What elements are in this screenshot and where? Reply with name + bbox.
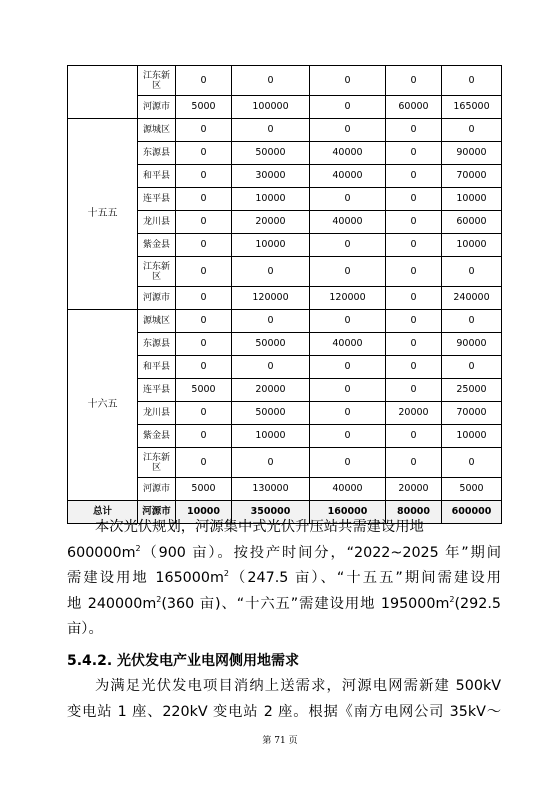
total-value-cell: 160000 <box>310 501 386 524</box>
value-cell: 0 <box>176 188 232 211</box>
value-cell: 0 <box>232 310 310 333</box>
value-cell: 5000 <box>442 478 502 501</box>
total-value-cell: 10000 <box>176 501 232 524</box>
region-cell: 紫金县 <box>138 425 176 448</box>
section-heading: 5.4.2. 光伏发电产业电网侧用地需求 <box>67 653 300 669</box>
value-cell: 0 <box>176 333 232 356</box>
value-cell: 10000 <box>232 234 310 257</box>
paragraph-line: 变电站 1 座、220kV 变电站 2 座。根据《南方电网公司 35kV～ <box>67 703 501 720</box>
value-cell: 0 <box>386 165 442 188</box>
table-row <box>68 119 502 142</box>
region-cell: 连平县 <box>138 379 176 402</box>
grid-demand-paragraph <box>67 674 501 725</box>
total-label: 总计 <box>68 501 138 524</box>
value-cell: 120000 <box>310 287 386 310</box>
total-value-cell: 350000 <box>232 501 310 524</box>
value-cell: 0 <box>310 257 386 287</box>
value-cell: 5000 <box>176 379 232 402</box>
value-cell: 0 <box>386 356 442 379</box>
value-cell: 10000 <box>442 188 502 211</box>
paragraph-line: 本次光伏规划，河源集中式光伏升压站共需建设用地 <box>95 519 424 535</box>
paragraph-line: 地 $240000m^2(360$ 亩)、“十六五”需建设用地 $195000m^2(292.5$ <box>67 594 501 612</box>
value-cell: 0 <box>176 425 232 448</box>
value-cell: 0 <box>386 119 442 142</box>
value-cell: 0 <box>386 188 442 211</box>
value-cell: 0 <box>310 188 386 211</box>
value-cell: 0 <box>386 287 442 310</box>
total-value-cell: 80000 <box>386 501 442 524</box>
value-cell: 90000 <box>442 142 502 165</box>
value-cell: 0 <box>176 142 232 165</box>
value-cell: 70000 <box>442 402 502 425</box>
value-cell: 0 <box>386 379 442 402</box>
region-cell: 东源县 <box>138 142 176 165</box>
value-cell: 0 <box>442 257 502 287</box>
value-cell: 0 <box>176 356 232 379</box>
value-cell: 25000 <box>442 379 502 402</box>
value-cell: 0 <box>386 448 442 478</box>
value-cell: 10000 <box>442 234 502 257</box>
value-cell: 0 <box>176 165 232 188</box>
value-cell: 40000 <box>310 478 386 501</box>
region-cell: 江东新区 <box>138 257 176 287</box>
land-demand-table <box>67 65 502 524</box>
value-cell: 0 <box>386 211 442 234</box>
value-cell: 0 <box>232 119 310 142</box>
value-cell: 0 <box>442 310 502 333</box>
value-cell: 0 <box>386 425 442 448</box>
value-cell: 130000 <box>232 478 310 501</box>
value-cell: 0 <box>232 448 310 478</box>
region-cell: 源城区 <box>138 310 176 333</box>
paragraph-line: $600000m^2(900$ 亩）。按投产时间分，“2022~2025 年”期间 <box>67 543 501 561</box>
value-cell: 0 <box>310 448 386 478</box>
region-cell: 和平县 <box>138 356 176 379</box>
value-cell: 5000 <box>176 478 232 501</box>
value-cell: 60000 <box>386 96 442 119</box>
value-cell: 0 <box>442 448 502 478</box>
value-cell: 0 <box>176 211 232 234</box>
value-cell: 0 <box>442 66 502 96</box>
value-cell: 0 <box>176 310 232 333</box>
period-cell: 十五五 <box>68 119 138 310</box>
region-cell: 河源市 <box>138 501 176 524</box>
region-cell: 龙川县 <box>138 402 176 425</box>
value-cell: 0 <box>232 356 310 379</box>
value-cell: 120000 <box>232 287 310 310</box>
value-cell: 60000 <box>442 211 502 234</box>
region-cell: 连平县 <box>138 188 176 211</box>
value-cell: 5000 <box>176 96 232 119</box>
value-cell: 0 <box>232 66 310 96</box>
region-cell: 东源县 <box>138 333 176 356</box>
region-cell: 龙川县 <box>138 211 176 234</box>
period-cell <box>68 66 138 119</box>
value-cell: 0 <box>176 119 232 142</box>
value-cell: 40000 <box>310 165 386 188</box>
region-cell: 河源市 <box>138 287 176 310</box>
value-cell: 0 <box>310 379 386 402</box>
value-cell: 50000 <box>232 402 310 425</box>
value-cell: 40000 <box>310 333 386 356</box>
region-cell: 江东新区 <box>138 66 176 96</box>
value-cell: 100000 <box>232 96 310 119</box>
region-cell: 源城区 <box>138 119 176 142</box>
value-cell: 0 <box>310 310 386 333</box>
page-number: 第 71 页 <box>262 736 298 746</box>
region-cell: 和平县 <box>138 165 176 188</box>
summary-paragraph <box>67 515 501 643</box>
value-cell: 0 <box>176 402 232 425</box>
region-cell: 河源市 <box>138 96 176 119</box>
value-cell: 40000 <box>310 142 386 165</box>
value-cell: 0 <box>176 287 232 310</box>
period-cell: 十六五 <box>68 310 138 501</box>
value-cell: 0 <box>310 425 386 448</box>
value-cell: 0 <box>310 234 386 257</box>
value-cell: 240000 <box>442 287 502 310</box>
value-cell: 0 <box>442 119 502 142</box>
value-cell: 0 <box>176 257 232 287</box>
value-cell: 50000 <box>232 142 310 165</box>
value-cell: 0 <box>386 66 442 96</box>
value-cell: 0 <box>176 448 232 478</box>
paragraph-line: 为满足光伏发电项目消纳上送需求，河源电网需新建 500kV <box>95 678 501 694</box>
table-row <box>68 66 502 96</box>
value-cell: 20000 <box>232 379 310 402</box>
value-cell: 0 <box>386 234 442 257</box>
value-cell: 0 <box>386 310 442 333</box>
value-cell: 30000 <box>232 165 310 188</box>
value-cell: 165000 <box>442 96 502 119</box>
value-cell: 20000 <box>386 478 442 501</box>
table-row <box>68 310 502 333</box>
value-cell: 40000 <box>310 211 386 234</box>
value-cell: 10000 <box>442 425 502 448</box>
value-cell: 50000 <box>232 333 310 356</box>
value-cell: 0 <box>310 119 386 142</box>
value-cell: 10000 <box>232 188 310 211</box>
value-cell: 0 <box>310 356 386 379</box>
value-cell: 0 <box>310 66 386 96</box>
value-cell: 70000 <box>442 165 502 188</box>
value-cell: 0 <box>310 402 386 425</box>
value-cell: 0 <box>442 356 502 379</box>
region-cell: 河源市 <box>138 478 176 501</box>
value-cell: 0 <box>176 66 232 96</box>
value-cell: 0 <box>310 96 386 119</box>
value-cell: 90000 <box>442 333 502 356</box>
value-cell: 20000 <box>386 402 442 425</box>
region-cell: 江东新区 <box>138 448 176 478</box>
value-cell: 0 <box>386 142 442 165</box>
value-cell: 10000 <box>232 425 310 448</box>
value-cell: 0 <box>232 257 310 287</box>
paragraph-line: 亩）。 <box>67 621 103 638</box>
region-cell: 紫金县 <box>138 234 176 257</box>
value-cell: 0 <box>386 257 442 287</box>
value-cell: 0 <box>176 234 232 257</box>
value-cell: 0 <box>386 333 442 356</box>
table-body <box>68 66 502 524</box>
total-value-cell: 600000 <box>442 501 502 524</box>
paragraph-line: 需建设用地 $165000m^2(247.5$ 亩）、“十五五”期间需建设用 <box>67 569 501 587</box>
value-cell: 20000 <box>232 211 310 234</box>
